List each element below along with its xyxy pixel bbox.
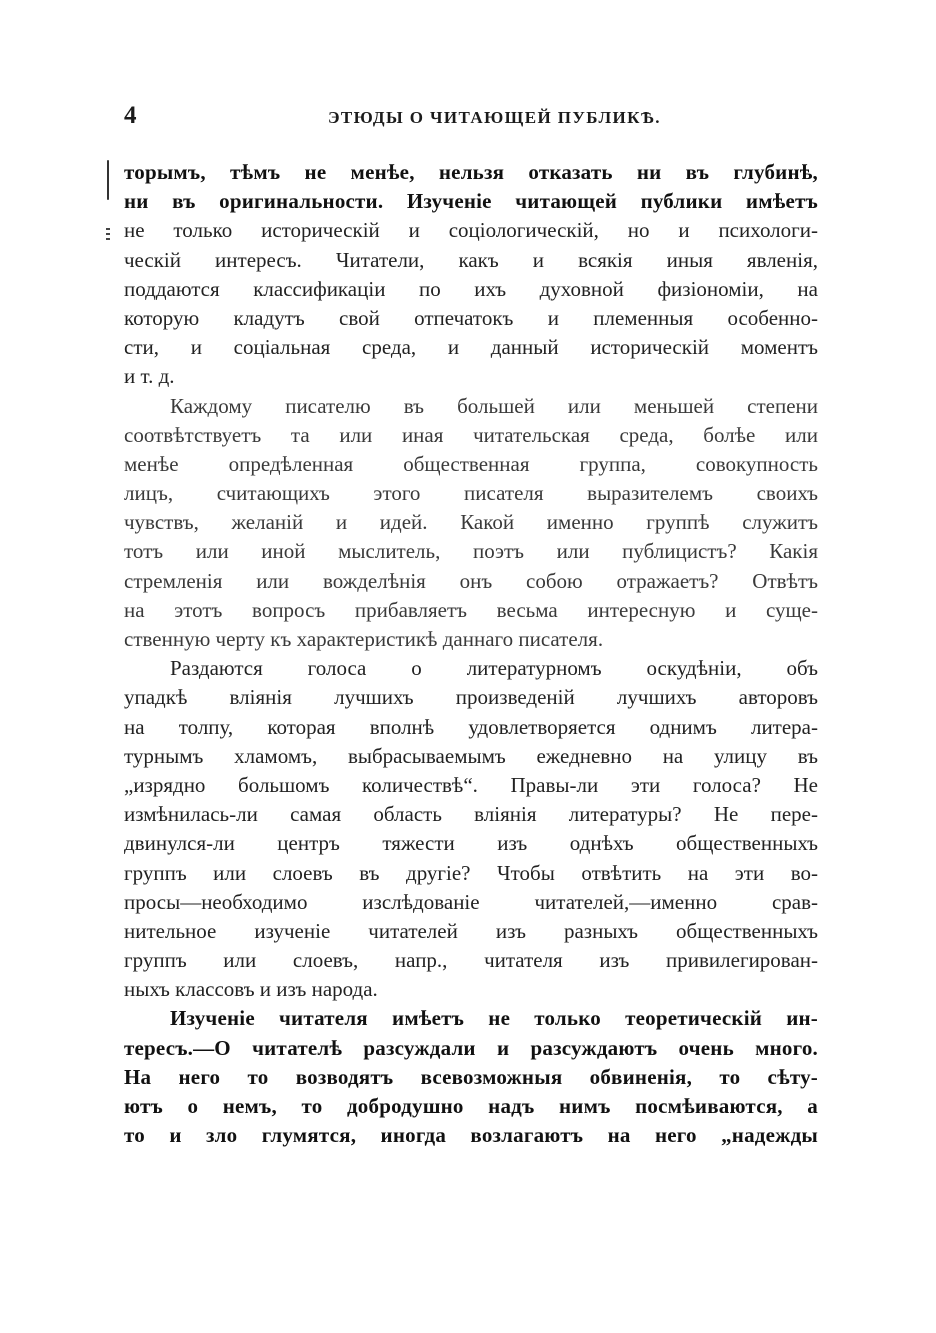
text-line: менѣе опредѣленная общественная группа, совокупность bbox=[124, 451, 818, 476]
text-line: ныхъ классовъ и изъ народа. bbox=[124, 977, 378, 1002]
page-number: 4 bbox=[124, 102, 137, 129]
text-line: На него то возводятъ всевозможныя обвиненія, то сѣту- bbox=[124, 1064, 818, 1089]
margin-marks bbox=[102, 158, 118, 248]
text-line: ческій интересъ. Читатели, какъ и всякія иныя явленія, bbox=[124, 247, 818, 272]
text-line: упадкѣ вліянія лучшихъ произведеній лучшихъ авторовъ bbox=[124, 685, 818, 710]
text-line: сти, и соціальная среда, и данный историческій моментъ bbox=[124, 335, 818, 360]
text-line: Раздаются голоса о литературномъ оскудѣніи, объ bbox=[170, 656, 818, 681]
text-line: лицъ, считающихъ этого писателя выразителемъ своихъ bbox=[124, 481, 818, 506]
margin-dot-mark bbox=[106, 228, 110, 242]
text-line: соотвѣтствуетъ та или иная читательская среда, болѣе или bbox=[124, 422, 818, 447]
text-line: которую кладутъ свой отпечатокъ и племенныя особенно- bbox=[124, 305, 818, 330]
body-text bbox=[124, 158, 818, 1150]
text-line: двинулся-ли центръ тяжести изъ однѣхъ общественныхъ bbox=[124, 831, 818, 856]
text-line: Изученіе читателя имѣетъ не только теоретическій ин- bbox=[170, 1006, 818, 1031]
text-line: и т. д. bbox=[124, 364, 175, 389]
text-line: измѣнилась-ли самая область вліянія литературы? Не пере- bbox=[124, 802, 818, 827]
text-line: группъ или слоевъ, напр., читателя изъ привилегирован- bbox=[124, 948, 818, 973]
text-line: Каждому писателю въ большей или меньшей степени bbox=[170, 393, 818, 418]
text-line: на толпу, которая вполнѣ удовлетворяется однимъ литера- bbox=[124, 714, 818, 739]
text-line: не только историческій и соціологическій, но и психологи- bbox=[124, 218, 818, 243]
text-line: торымъ, тѣмъ не менѣе, нельзя отказать ни въ глубинѣ, bbox=[124, 160, 818, 184]
page-header bbox=[124, 100, 818, 136]
text-line: турнымъ хламомъ, выбрасываемымъ ежедневно на улицу въ bbox=[124, 743, 818, 768]
text-line: нительное изученіе читателей изъ разныхъ общественныхъ bbox=[124, 918, 818, 943]
text-line: группъ или слоевъ въ другіе? Чтобы отвѣтить на эти во- bbox=[124, 860, 818, 885]
text-line: тотъ или иной мыслитель, поэтъ или публицистъ? Какія bbox=[124, 539, 818, 564]
text-line: стремленія или вожделѣнія онъ собою отражаетъ? Отвѣтъ bbox=[124, 568, 818, 593]
text-line: „изрядно большомъ количествѣ“. Правы-ли эти голоса? Не bbox=[124, 772, 818, 797]
text-line: поддаются классификаціи по ихъ духовной физіономіи, на bbox=[124, 276, 818, 301]
text-line: ни въ оригинальности. Изученіе читающей публики имѣетъ bbox=[124, 189, 818, 214]
text-line: ственную черту къ характеристикѣ даннаго писателя. bbox=[124, 627, 604, 651]
margin-bar-mark bbox=[107, 160, 109, 200]
text-line: на этотъ вопросъ прибавляетъ весьма интересную и суще- bbox=[124, 597, 818, 622]
text-line: ютъ о немъ, то добродушно надъ нимъ посмѣиваются, а bbox=[124, 1094, 818, 1118]
running-title: ЭТЮДЫ О ЧИТАЮЩЕЙ ПУБЛИКѢ. bbox=[328, 108, 661, 127]
text-line: просы—необходимо изслѣдованіе читателей,—именно срав- bbox=[124, 889, 818, 914]
text-line: чувствъ, желаній и идей. Какой именно группѣ служитъ bbox=[124, 510, 818, 535]
text-line: то и зло глумятся, иногда возлагаютъ на него „надежды bbox=[124, 1123, 818, 1148]
text-line: тересъ.—О читателѣ разсуждали и разсуждаютъ очень много. bbox=[124, 1035, 818, 1060]
